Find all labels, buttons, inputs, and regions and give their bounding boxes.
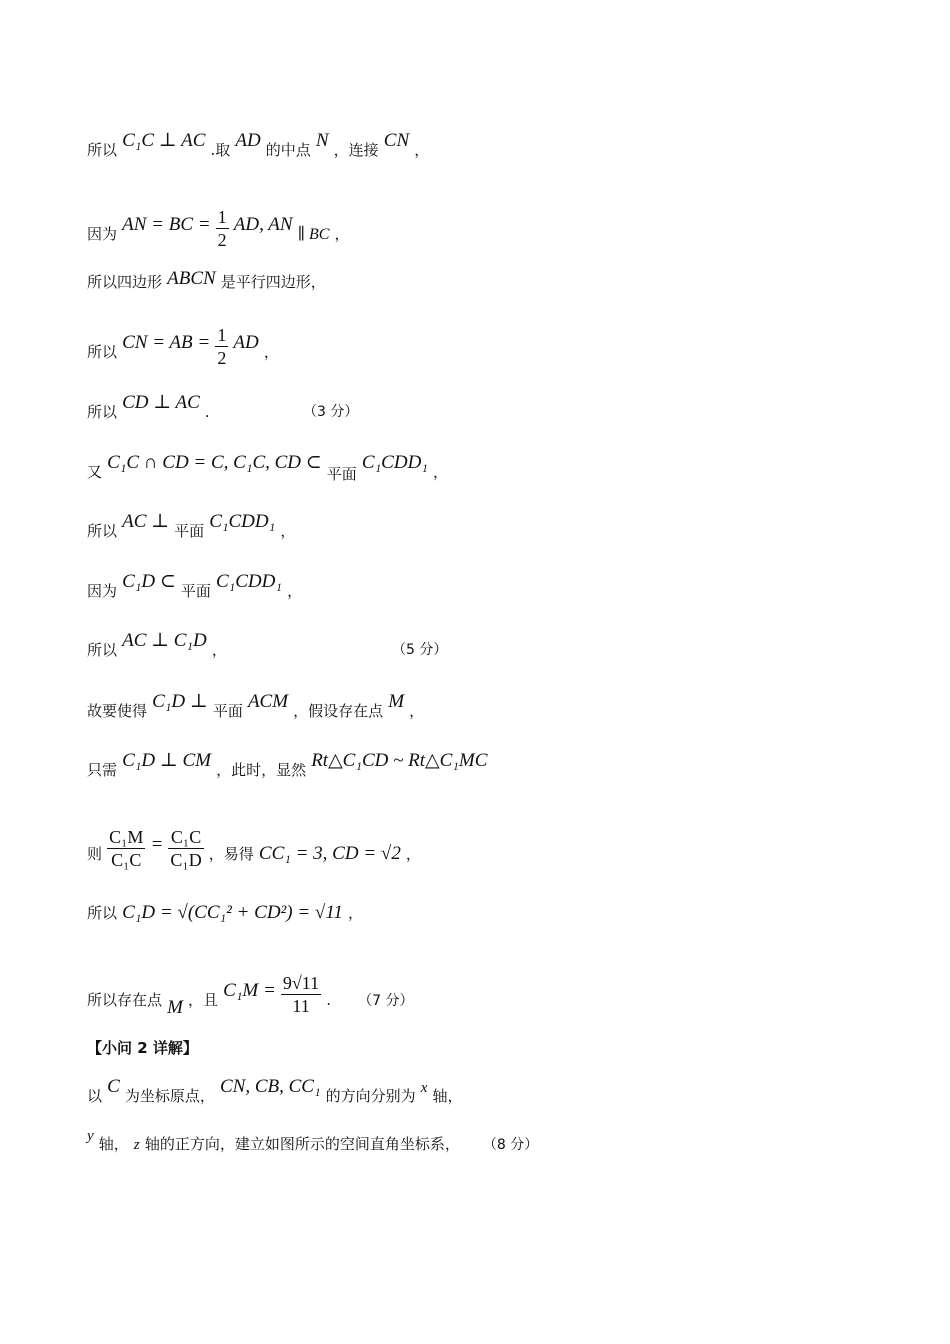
formula: C₁CDD₁: [361, 452, 428, 473]
fraction-denominator: 2: [217, 348, 227, 368]
text: 为坐标原点，: [124, 1087, 215, 1105]
formula: C₁D ⊥: [152, 691, 208, 712]
formula: M: [388, 691, 405, 712]
text: 以: [87, 1087, 103, 1105]
score-note: （8 分）: [482, 1137, 539, 1153]
formula: C₁C ⊥ AC: [122, 130, 206, 151]
formula: AC ⊥ C₁D: [122, 630, 207, 651]
fraction: [216, 206, 229, 251]
fraction: [215, 324, 228, 369]
text: ，: [280, 522, 296, 540]
text: 又: [87, 463, 103, 481]
subquestion-2-heading: 【小问 2 详解】: [87, 1039, 198, 1057]
text: ，: [348, 904, 364, 922]
text: 所以四边形: [87, 273, 163, 291]
text: .: [326, 991, 332, 1009]
text: ，连接: [333, 141, 379, 159]
formula: C₁CDD₁: [209, 511, 276, 532]
proof-line-4: [87, 325, 910, 375]
text: 因为: [87, 225, 118, 243]
formula: AN = BC =: [122, 214, 211, 235]
text: 所以: [87, 904, 118, 922]
text: ，: [263, 343, 279, 361]
formula: AC ⊥: [122, 511, 170, 532]
fraction-numerator: 1: [217, 325, 227, 345]
proof-line-11: [87, 750, 910, 780]
formula: CN: [383, 130, 410, 151]
text: ，: [409, 702, 425, 720]
formula: ACM: [247, 691, 289, 712]
text: ，假设存在点: [293, 702, 384, 720]
text: ，: [287, 582, 303, 600]
score-note: （7 分）: [358, 993, 414, 1009]
text: ，: [432, 463, 448, 481]
text: 平面: [174, 522, 205, 540]
formula: CC₁ = 3, CD = √2: [258, 843, 401, 864]
text: 是平行四边形，: [220, 273, 326, 291]
proof-line-14: [87, 973, 910, 1023]
proof-line-5: [87, 392, 910, 422]
formula: CN = AB =: [122, 332, 211, 353]
formula: N: [315, 130, 329, 151]
formula: =: [150, 834, 164, 855]
formula: C₁D ⊥ CM: [122, 750, 211, 771]
text: ，此时，显然: [216, 761, 307, 779]
proof-line-7: [87, 511, 910, 541]
proof-line-10: [87, 691, 910, 721]
formula: Rt△C₁CD ~ Rt△C₁MC: [311, 750, 488, 771]
formula: ∥ BC: [297, 226, 330, 243]
text: 的中点: [265, 141, 311, 159]
fraction-numerator: C₁M: [109, 827, 144, 847]
formula: ABCN: [167, 268, 216, 289]
text: 只需: [87, 761, 118, 779]
proof-line-16: [87, 1128, 910, 1155]
text: ，: [414, 141, 430, 159]
text: .: [204, 403, 210, 421]
text: 所以: [87, 403, 118, 421]
formula: AD: [233, 332, 259, 353]
text: ，: [334, 225, 350, 243]
fraction-numerator: 9√11: [282, 973, 320, 993]
text: 的方向分别为: [325, 1087, 416, 1105]
text: .取: [210, 141, 231, 159]
proof-line-9: [87, 630, 910, 660]
fraction-denominator: 2: [217, 230, 227, 250]
formula: z: [133, 1137, 140, 1153]
formula: C₁CDD₁: [215, 571, 282, 592]
formula: AD: [235, 130, 261, 151]
proof-line-6: [87, 452, 910, 483]
text: 轴的正方向，建立如图所示的空间直角坐标系，: [144, 1135, 460, 1153]
formula: C: [107, 1076, 120, 1097]
proof-line-8: [87, 571, 910, 601]
text: 所以: [87, 641, 118, 659]
score-note: （3 分）: [303, 404, 359, 420]
text: ，且: [188, 991, 219, 1009]
fraction: [281, 972, 321, 1017]
text: ，易得: [208, 845, 254, 863]
text: 平面: [180, 582, 211, 600]
formula: C₁C ∩ CD = C, C₁C, CD ⊂: [107, 452, 322, 473]
text: 平面: [212, 702, 243, 720]
proof-line-3: [87, 268, 910, 292]
proof-line-2: [87, 207, 910, 257]
proof-line-12: [87, 827, 910, 877]
fraction-denominator: 11: [292, 996, 310, 1016]
formula: AD, AN: [233, 214, 293, 235]
text: 则: [87, 845, 103, 863]
text: 所以: [87, 522, 118, 540]
proof-line-15: [87, 1076, 910, 1107]
formula: C₁M =: [223, 980, 276, 1001]
fraction-denominator: C₁D: [170, 850, 202, 870]
proof-line-13: [87, 903, 910, 923]
text: 平面: [326, 465, 357, 483]
formula: CN, CB, CC₁: [220, 1076, 321, 1097]
text: 因为: [87, 582, 118, 600]
text: 轴，: [432, 1087, 463, 1105]
formula: x: [420, 1080, 428, 1096]
text: 所以: [87, 141, 118, 159]
fraction-numerator: C₁C: [168, 826, 203, 849]
text: ，: [405, 845, 421, 863]
text: 轴，: [98, 1135, 129, 1153]
proof-line-1: [87, 130, 910, 160]
text: 故要使得: [87, 702, 148, 720]
score-note: （5 分）: [392, 642, 448, 658]
formula: M: [167, 997, 183, 1018]
fraction-numerator: 1: [217, 207, 227, 227]
fraction-denominator: C₁C: [111, 850, 142, 870]
text: 所以存在点: [87, 991, 163, 1009]
formula: C₁D ⊂: [122, 571, 176, 592]
fraction: [168, 826, 203, 871]
text: ，: [211, 641, 227, 659]
formula: y: [87, 1128, 94, 1144]
formula: C₁D = √(CC₁² + CD²) = √11: [122, 902, 343, 923]
text: 所以: [87, 343, 118, 361]
fraction: [107, 826, 145, 871]
formula: CD ⊥ AC: [122, 392, 200, 413]
section-heading: [87, 1038, 910, 1058]
